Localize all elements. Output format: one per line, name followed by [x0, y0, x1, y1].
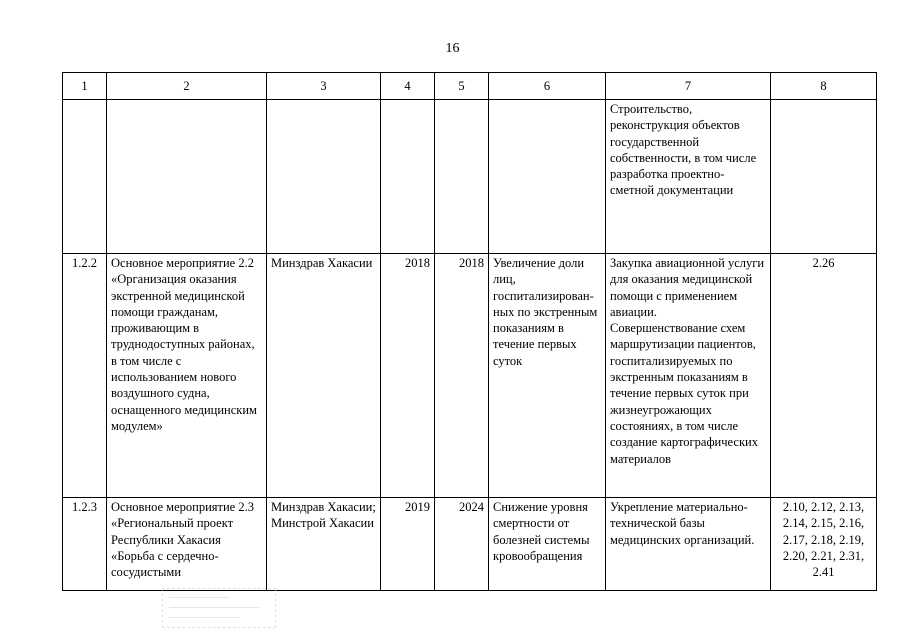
- table-row: [63, 100, 877, 254]
- table-row: [63, 498, 877, 591]
- executor-cell: Минздрав Хакасии: [267, 254, 381, 498]
- header-cell-5: 5: [435, 73, 489, 100]
- start-year-cell: 2019: [381, 498, 435, 591]
- header-cell-2: 2: [107, 73, 267, 100]
- header-cell-1: 1: [63, 73, 107, 100]
- expected-result-cell: Снижение уровня смертности от болезней системы кровообращения: [489, 498, 606, 591]
- table-row: [63, 254, 877, 498]
- directions-cell: Строительство, реконструкция объектов государственной собственности, в том числе разработка проектно-сметной документации: [606, 100, 771, 254]
- executor-cell: Минздрав Хакасии; Минстрой Хакасии: [267, 498, 381, 591]
- executor-cell: [267, 100, 381, 254]
- activity-name-cell: Основное мероприятие 2.3 «Региональный проект Республики Хакасия «Борьба с сердечно-сосудистыми: [107, 498, 267, 591]
- header-cell-8: 8: [771, 73, 877, 100]
- page-number: 16: [445, 41, 460, 56]
- row-number-cell: [63, 100, 107, 254]
- header-cell-7: 7: [606, 73, 771, 100]
- indicators-cell: [771, 100, 877, 254]
- indicators-cell: 2.10, 2.12, 2.13, 2.14, 2.15, 2.16, 2.17, 2.18, 2.19, 2.20, 2.21, 2.31, 2.41: [771, 498, 877, 591]
- end-year-cell: 2018: [435, 254, 489, 498]
- directions-cell: Укрепление материально-технической базы медицинских организаций.: [606, 498, 771, 591]
- row-number-cell: 1.2.3: [63, 498, 107, 591]
- header-cell-3: 3: [267, 73, 381, 100]
- start-year-cell: [381, 100, 435, 254]
- header-cell-6: 6: [489, 73, 606, 100]
- end-year-cell: 2024: [435, 498, 489, 591]
- end-year-cell: [435, 100, 489, 254]
- expected-result-cell: Увеличение доли лиц, госпитализирован-ных по экстренным показаниям в течение первых суток: [489, 254, 606, 498]
- start-year-cell: 2018: [381, 254, 435, 498]
- faded-stamp: [162, 588, 276, 628]
- header-cell-4: 4: [381, 73, 435, 100]
- activity-name-cell: [107, 100, 267, 254]
- header-row: [63, 73, 877, 100]
- indicators-cell: 2.26: [771, 254, 877, 498]
- row-number-cell: 1.2.2: [63, 254, 107, 498]
- directions-cell: Закупка авиационной услуги для оказания медицинской помощи с применением авиации. Совершенствование схем маршрутизации пациентов, госпитализируемых по экстренным показаниям в течение первых суток при жизнеугрожающих состояниях, в том числе создание картографических материалов: [606, 254, 771, 498]
- program-table: [62, 72, 877, 591]
- expected-result-cell: [489, 100, 606, 254]
- activity-name-cell: Основное мероприятие 2.2 «Организация оказания экстренной медицинской помощи гражданам, проживающим в труднодоступных районах, в том числе с использованием нового воздушного судна, оснащенного медицинским модулем»: [107, 254, 267, 498]
